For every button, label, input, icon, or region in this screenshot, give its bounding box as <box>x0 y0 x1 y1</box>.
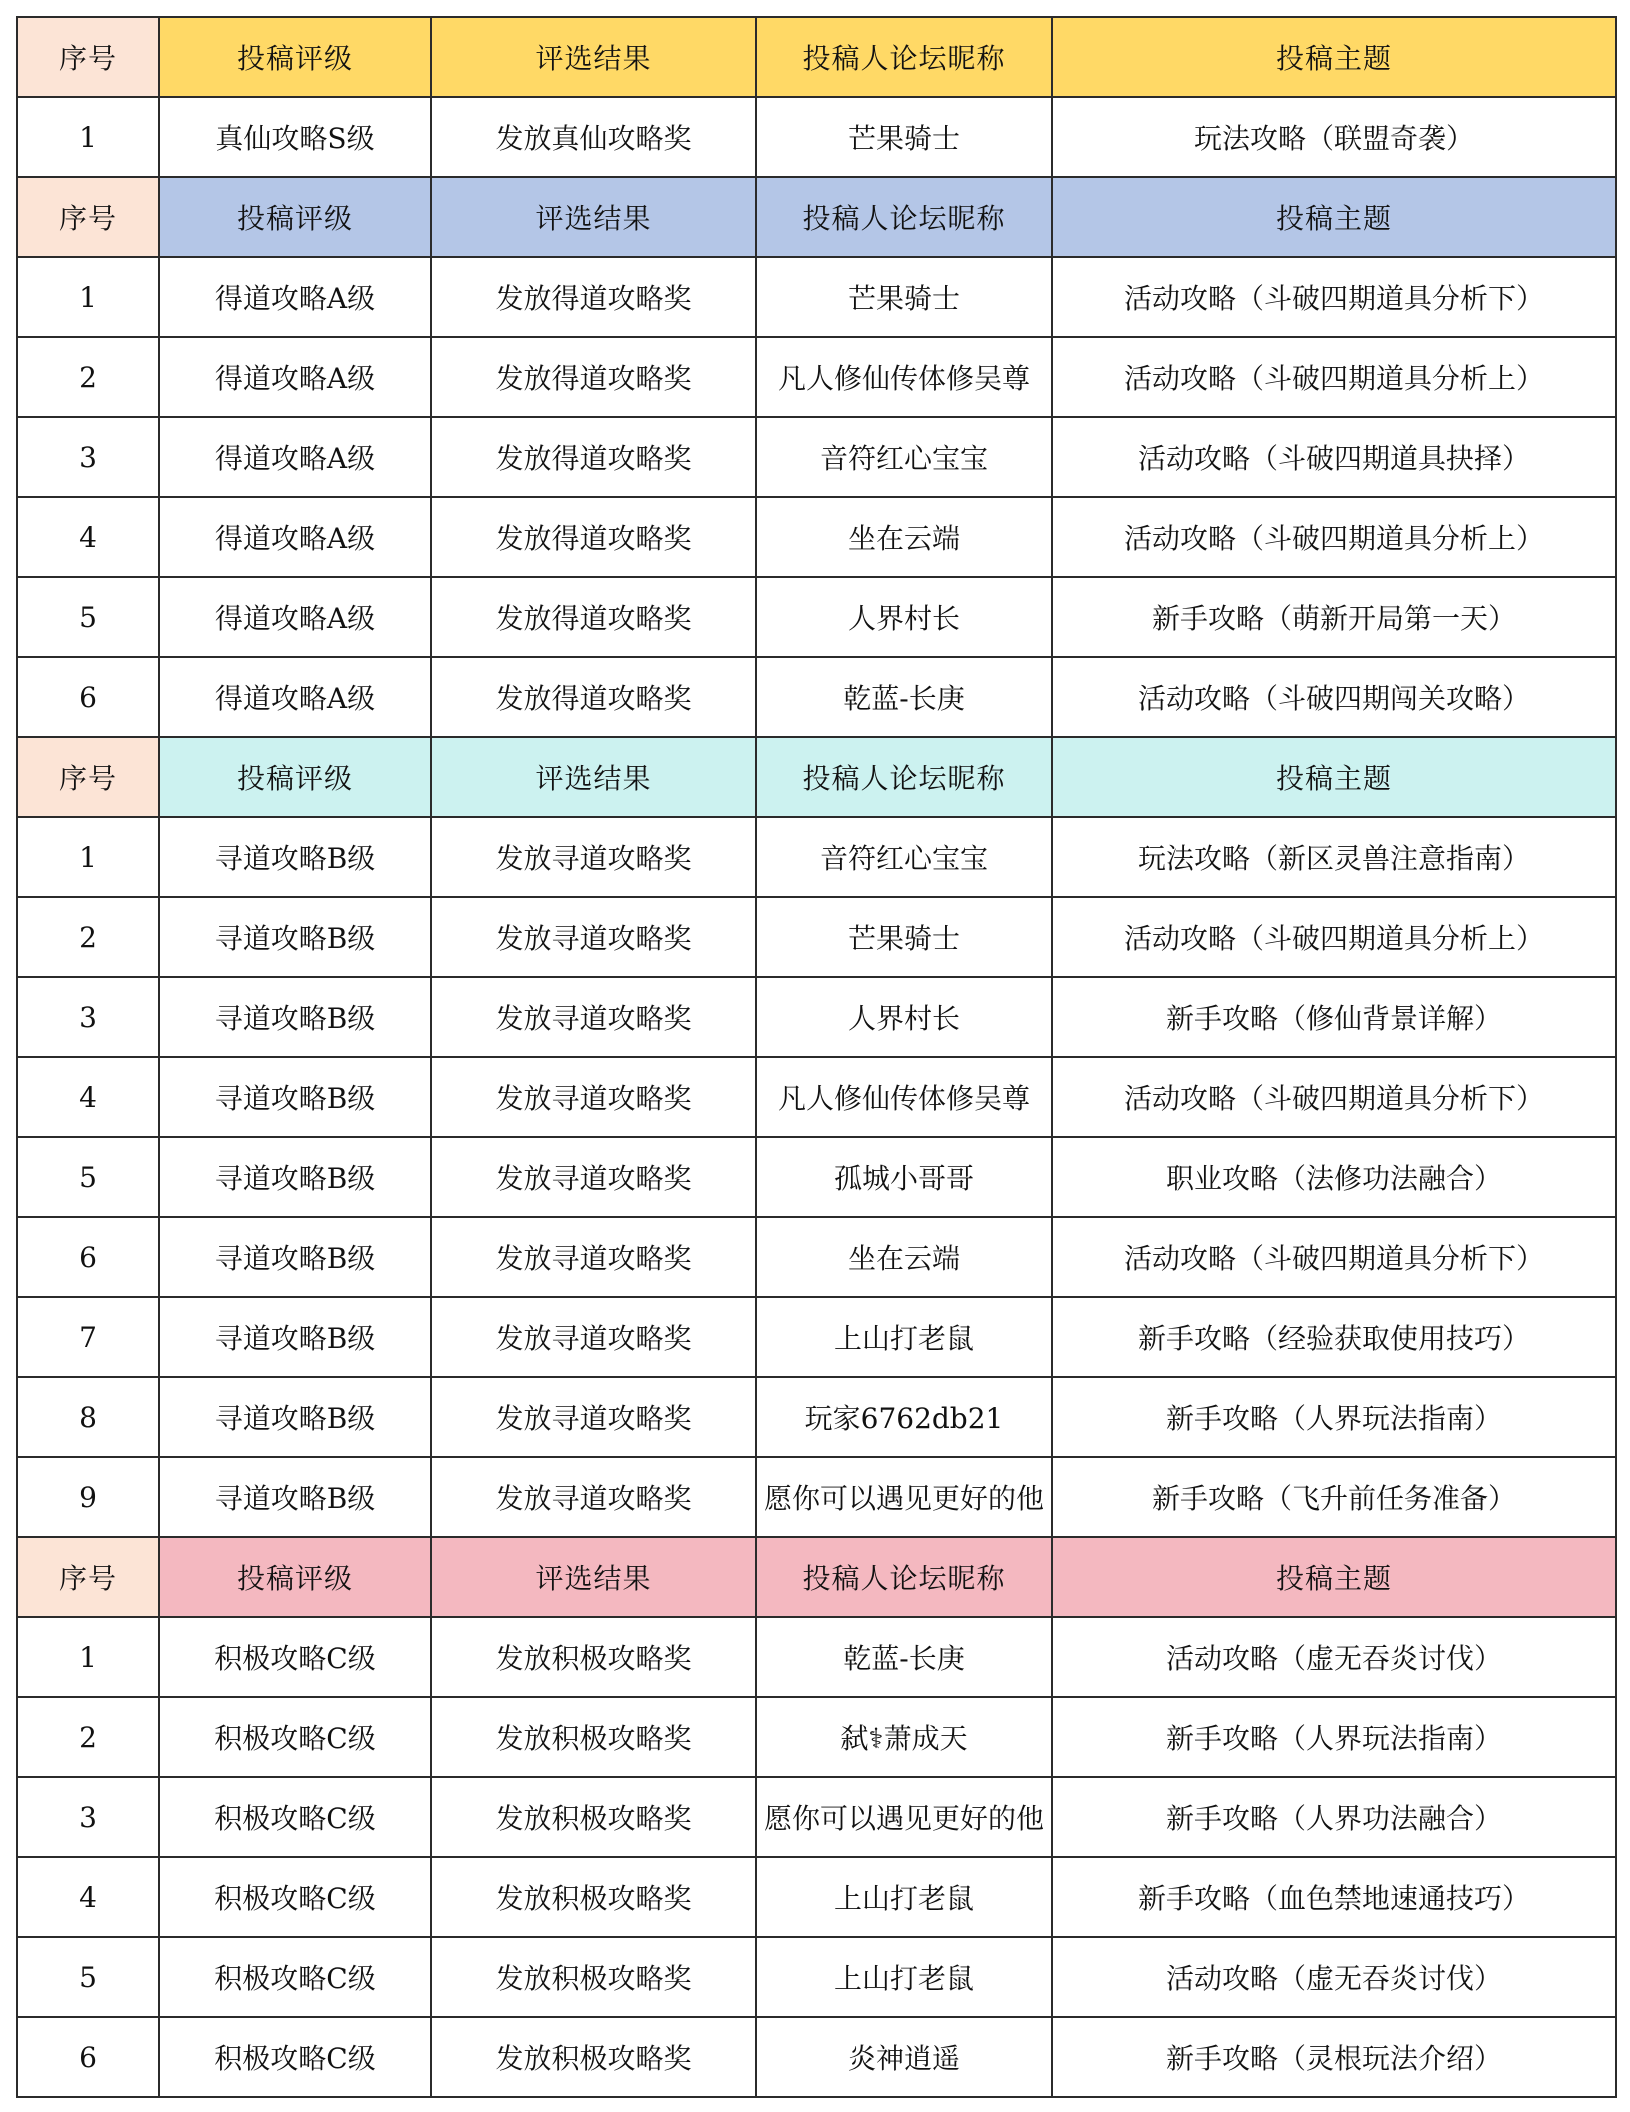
table-row <box>17 977 1616 1057</box>
cell-seq: 8 <box>17 1377 159 1457</box>
column-header-nickname: 投稿人论坛昵称 <box>756 1537 1052 1617</box>
cell-nickname: 人界村长 <box>756 577 1052 657</box>
cell-seq: 2 <box>17 897 159 977</box>
cell-topic: 新手攻略（萌新开局第一天） <box>1052 577 1616 657</box>
cell-topic: 活动攻略（斗破四期道具分析下） <box>1052 1217 1616 1297</box>
cell-rating: 积极攻略C级 <box>159 2017 431 2097</box>
column-header-seq: 序号 <box>17 737 159 817</box>
table-row <box>17 897 1616 977</box>
cell-seq: 3 <box>17 977 159 1057</box>
cell-topic: 新手攻略（飞升前任务准备） <box>1052 1457 1616 1537</box>
cell-seq: 4 <box>17 1057 159 1137</box>
cell-nickname: 芒果骑士 <box>756 97 1052 177</box>
table-row <box>17 817 1616 897</box>
cell-rating: 积极攻略C级 <box>159 1617 431 1697</box>
table-row <box>17 1297 1616 1377</box>
table-row <box>17 417 1616 497</box>
column-header-topic: 投稿主题 <box>1052 177 1616 257</box>
cell-nickname: 凡人修仙传体修吴尊 <box>756 337 1052 417</box>
cell-rating: 寻道攻略B级 <box>159 1457 431 1537</box>
column-header-topic: 投稿主题 <box>1052 737 1616 817</box>
cell-nickname: 上山打老鼠 <box>756 1857 1052 1937</box>
cell-nickname: 乾蓝-长庚 <box>756 657 1052 737</box>
cell-topic: 新手攻略（人界功法融合） <box>1052 1777 1616 1857</box>
cell-topic: 职业攻略（法修功法融合） <box>1052 1137 1616 1217</box>
cell-topic: 活动攻略（虚无吞炎讨伐） <box>1052 1937 1616 2017</box>
cell-result: 发放寻道攻略奖 <box>431 817 756 897</box>
cell-topic: 新手攻略（人界玩法指南） <box>1052 1697 1616 1777</box>
table-row <box>17 657 1616 737</box>
table-body <box>17 17 1616 2097</box>
cell-seq: 6 <box>17 657 159 737</box>
table-row <box>17 1217 1616 1297</box>
cell-topic: 新手攻略（血色禁地速通技巧） <box>1052 1857 1616 1937</box>
cell-result: 发放寻道攻略奖 <box>431 897 756 977</box>
cell-result: 发放寻道攻略奖 <box>431 1377 756 1457</box>
cell-result: 发放寻道攻略奖 <box>431 1137 756 1217</box>
cell-seq: 1 <box>17 97 159 177</box>
cell-seq: 2 <box>17 1697 159 1777</box>
table-row <box>17 1617 1616 1697</box>
table-row <box>17 1857 1616 1937</box>
cell-seq: 1 <box>17 1617 159 1697</box>
cell-nickname: 弑⚕萧成天 <box>756 1697 1052 1777</box>
cell-topic: 活动攻略（斗破四期道具分析上） <box>1052 897 1616 977</box>
cell-seq: 9 <box>17 1457 159 1537</box>
table-row <box>17 337 1616 417</box>
column-header-rating: 投稿评级 <box>159 1537 431 1617</box>
cell-topic: 活动攻略（斗破四期道具分析下） <box>1052 257 1616 337</box>
cell-nickname: 上山打老鼠 <box>756 1297 1052 1377</box>
cell-nickname: 乾蓝-长庚 <box>756 1617 1052 1697</box>
cell-topic: 新手攻略（灵根玩法介绍） <box>1052 2017 1616 2097</box>
cell-topic: 活动攻略（斗破四期道具抉择） <box>1052 417 1616 497</box>
table-row <box>17 1777 1616 1857</box>
cell-topic: 活动攻略（斗破四期道具分析下） <box>1052 1057 1616 1137</box>
cell-nickname: 炎神逍遥 <box>756 2017 1052 2097</box>
column-header-seq: 序号 <box>17 1537 159 1617</box>
cell-rating: 积极攻略C级 <box>159 1697 431 1777</box>
column-header-result: 评选结果 <box>431 17 756 97</box>
table-row <box>17 1457 1616 1537</box>
cell-rating: 得道攻略A级 <box>159 577 431 657</box>
cell-rating: 寻道攻略B级 <box>159 897 431 977</box>
table-row <box>17 2017 1616 2097</box>
cell-rating: 寻道攻略B级 <box>159 1377 431 1457</box>
column-header-nickname: 投稿人论坛昵称 <box>756 17 1052 97</box>
cell-seq: 3 <box>17 1777 159 1857</box>
cell-rating: 得道攻略A级 <box>159 337 431 417</box>
cell-nickname: 坐在云端 <box>756 497 1052 577</box>
cell-nickname: 孤城小哥哥 <box>756 1137 1052 1217</box>
cell-topic: 玩法攻略（新区灵兽注意指南） <box>1052 817 1616 897</box>
cell-rating: 得道攻略A级 <box>159 497 431 577</box>
cell-seq: 7 <box>17 1297 159 1377</box>
cell-rating: 寻道攻略B级 <box>159 1297 431 1377</box>
cell-rating: 寻道攻略B级 <box>159 1057 431 1137</box>
column-header-rating: 投稿评级 <box>159 177 431 257</box>
cell-topic: 活动攻略（斗破四期闯关攻略） <box>1052 657 1616 737</box>
cell-nickname: 芒果骑士 <box>756 897 1052 977</box>
header-row-tier-c <box>17 1537 1616 1617</box>
cell-seq: 5 <box>17 1137 159 1217</box>
cell-result: 发放寻道攻略奖 <box>431 1217 756 1297</box>
cell-result: 发放寻道攻略奖 <box>431 1057 756 1137</box>
cell-result: 发放得道攻略奖 <box>431 497 756 577</box>
cell-nickname: 上山打老鼠 <box>756 1937 1052 2017</box>
cell-seq: 1 <box>17 257 159 337</box>
cell-rating: 积极攻略C级 <box>159 1857 431 1937</box>
column-header-result: 评选结果 <box>431 737 756 817</box>
award-results-table <box>16 16 1617 2098</box>
cell-nickname: 愿你可以遇见更好的他 <box>756 1777 1052 1857</box>
cell-seq: 6 <box>17 1217 159 1297</box>
cell-seq: 5 <box>17 577 159 657</box>
cell-nickname: 音符红心宝宝 <box>756 417 1052 497</box>
column-header-topic: 投稿主题 <box>1052 1537 1616 1617</box>
table-row <box>17 97 1616 177</box>
table-row <box>17 1057 1616 1137</box>
cell-seq: 4 <box>17 497 159 577</box>
cell-result: 发放积极攻略奖 <box>431 1617 756 1697</box>
column-header-nickname: 投稿人论坛昵称 <box>756 737 1052 817</box>
header-row-tier-b <box>17 737 1616 817</box>
cell-nickname: 凡人修仙传体修吴尊 <box>756 1057 1052 1137</box>
column-header-seq: 序号 <box>17 17 159 97</box>
cell-result: 发放得道攻略奖 <box>431 417 756 497</box>
cell-seq: 2 <box>17 337 159 417</box>
table-row <box>17 1937 1616 2017</box>
cell-topic: 活动攻略（斗破四期道具分析上） <box>1052 497 1616 577</box>
table-row <box>17 1137 1616 1217</box>
table-row <box>17 577 1616 657</box>
cell-topic: 新手攻略（人界玩法指南） <box>1052 1377 1616 1457</box>
cell-nickname: 愿你可以遇见更好的他 <box>756 1457 1052 1537</box>
column-header-rating: 投稿评级 <box>159 737 431 817</box>
cell-result: 发放寻道攻略奖 <box>431 1297 756 1377</box>
column-header-nickname: 投稿人论坛昵称 <box>756 177 1052 257</box>
cell-result: 发放得道攻略奖 <box>431 657 756 737</box>
cell-result: 发放积极攻略奖 <box>431 1857 756 1937</box>
cell-seq: 5 <box>17 1937 159 2017</box>
cell-nickname: 音符红心宝宝 <box>756 817 1052 897</box>
cell-topic: 活动攻略（斗破四期道具分析上） <box>1052 337 1616 417</box>
cell-topic: 玩法攻略（联盟奇袭） <box>1052 97 1616 177</box>
cell-nickname: 人界村长 <box>756 977 1052 1057</box>
cell-rating: 寻道攻略B级 <box>159 1217 431 1297</box>
cell-result: 发放真仙攻略奖 <box>431 97 756 177</box>
cell-rating: 真仙攻略S级 <box>159 97 431 177</box>
cell-rating: 寻道攻略B级 <box>159 1137 431 1217</box>
cell-seq: 1 <box>17 817 159 897</box>
table-row <box>17 1377 1616 1457</box>
cell-result: 发放得道攻略奖 <box>431 577 756 657</box>
cell-rating: 积极攻略C级 <box>159 1777 431 1857</box>
cell-topic: 新手攻略（修仙背景详解） <box>1052 977 1616 1057</box>
cell-rating: 积极攻略C级 <box>159 1937 431 2017</box>
cell-nickname: 玩家6762db21 <box>756 1377 1052 1457</box>
cell-result: 发放得道攻略奖 <box>431 337 756 417</box>
cell-rating: 寻道攻略B级 <box>159 977 431 1057</box>
table-row <box>17 1697 1616 1777</box>
column-header-topic: 投稿主题 <box>1052 17 1616 97</box>
cell-seq: 4 <box>17 1857 159 1937</box>
cell-rating: 得道攻略A级 <box>159 257 431 337</box>
cell-result: 发放积极攻略奖 <box>431 1937 756 2017</box>
cell-result: 发放得道攻略奖 <box>431 257 756 337</box>
cell-seq: 6 <box>17 2017 159 2097</box>
header-row-tier-a <box>17 177 1616 257</box>
column-header-rating: 投稿评级 <box>159 17 431 97</box>
cell-result: 发放积极攻略奖 <box>431 1777 756 1857</box>
header-row-tier-s <box>17 17 1616 97</box>
cell-rating: 寻道攻略B级 <box>159 817 431 897</box>
cell-rating: 得道攻略A级 <box>159 417 431 497</box>
cell-topic: 新手攻略（经验获取使用技巧） <box>1052 1297 1616 1377</box>
table-row <box>17 497 1616 577</box>
column-header-result: 评选结果 <box>431 177 756 257</box>
cell-rating: 得道攻略A级 <box>159 657 431 737</box>
cell-result: 发放积极攻略奖 <box>431 1697 756 1777</box>
column-header-result: 评选结果 <box>431 1537 756 1617</box>
cell-result: 发放寻道攻略奖 <box>431 977 756 1057</box>
table-row <box>17 257 1616 337</box>
column-header-seq: 序号 <box>17 177 159 257</box>
cell-result: 发放寻道攻略奖 <box>431 1457 756 1537</box>
cell-result: 发放积极攻略奖 <box>431 2017 756 2097</box>
cell-seq: 3 <box>17 417 159 497</box>
cell-nickname: 芒果骑士 <box>756 257 1052 337</box>
cell-nickname: 坐在云端 <box>756 1217 1052 1297</box>
cell-topic: 活动攻略（虚无吞炎讨伐） <box>1052 1617 1616 1697</box>
